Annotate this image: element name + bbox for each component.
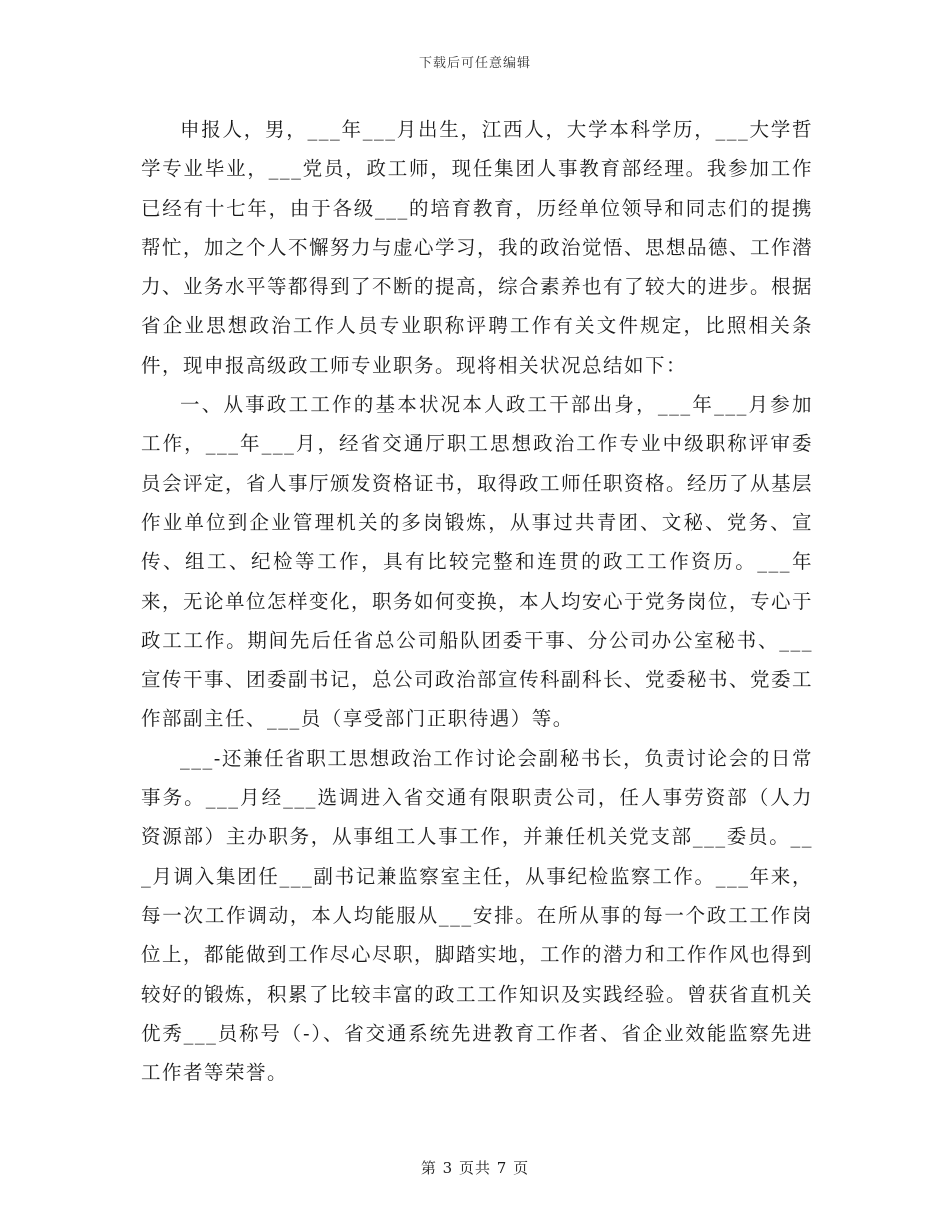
page-number: 第 3 页共 7 页: [420, 1159, 530, 1177]
paragraph-applicant-intro: 申报人，男，___年___月出生，江西人，大学本科学历，___大学哲学专业毕业，___党员，政工师，现任集团人事教育部经理。我参加工作已经有十七年，由于各级___的培育教育，历经单位领导和同志们的提携帮忙，加之个人不懈努力与虚心学习，我的政治觉悟、思想品德、工作潜力、业务水平等都得到了不断的提高，综合素养也有了较大的进步。根据省企业思想政治工作人员专业职称评聘工作有关文件规定，比照相关条件，现申报高级政工师专业职务。现将相关状况总结如下：: [141, 118, 814, 377]
paragraph-career-history: ___-还兼任省职工思想政治工作讨论会副秘书长，负责讨论会的日常事务。___月经___选调进入省交通有限职责公司，任人事劳资部（人力资源部）主办职务，从事组工人事工作，并兼任机关党支部___委员。___月调入集团任___副书记兼监察室主任，从事纪检监察工作。___年来，每一次工作调动，本人均能服从___安排。在所从事的每一个政工工作岗位上，都能做到工作尽心尽职，脚踏实地，工作的潜力和工作作风也得到较好的锻炼，积累了比较丰富的政工工作知识及实践经验。曾获省直机关优秀___员称号（-）、省交通系统先进教育工作者、省企业效能监察先进工作者等荣誉。: [141, 746, 814, 1085]
paragraph-work-background: 一、从事政工工作的基本状况本人政工干部出身，___年___月参加工作，___年___月，经省交通厅职工思想政治工作专业中级职称评审委员会评定，省人事厅颁发资格证书，取得政工师任职资格。经历了从基层作业单位到企业管理机关的多岗锻炼，从事过共青团、文秘、党务、宣传、组工、纪检等工作，具有比较完整和连贯的政工工作资历。___年来，无论单位怎样变化，职务如何变换，本人均安心于党务岗位，专心于政工工作。期间先后任省总公司船队团委干事、分公司办公室秘书、___宣传干事、团委副书记，总公司政治部宣传科副科长、党委秘书、党委工作部副主任、___员（享受部门正职待遇）等。: [141, 393, 814, 731]
page-header: 下载后可任意编辑: [418, 56, 531, 71]
document-body: [141, 110, 813, 1092]
